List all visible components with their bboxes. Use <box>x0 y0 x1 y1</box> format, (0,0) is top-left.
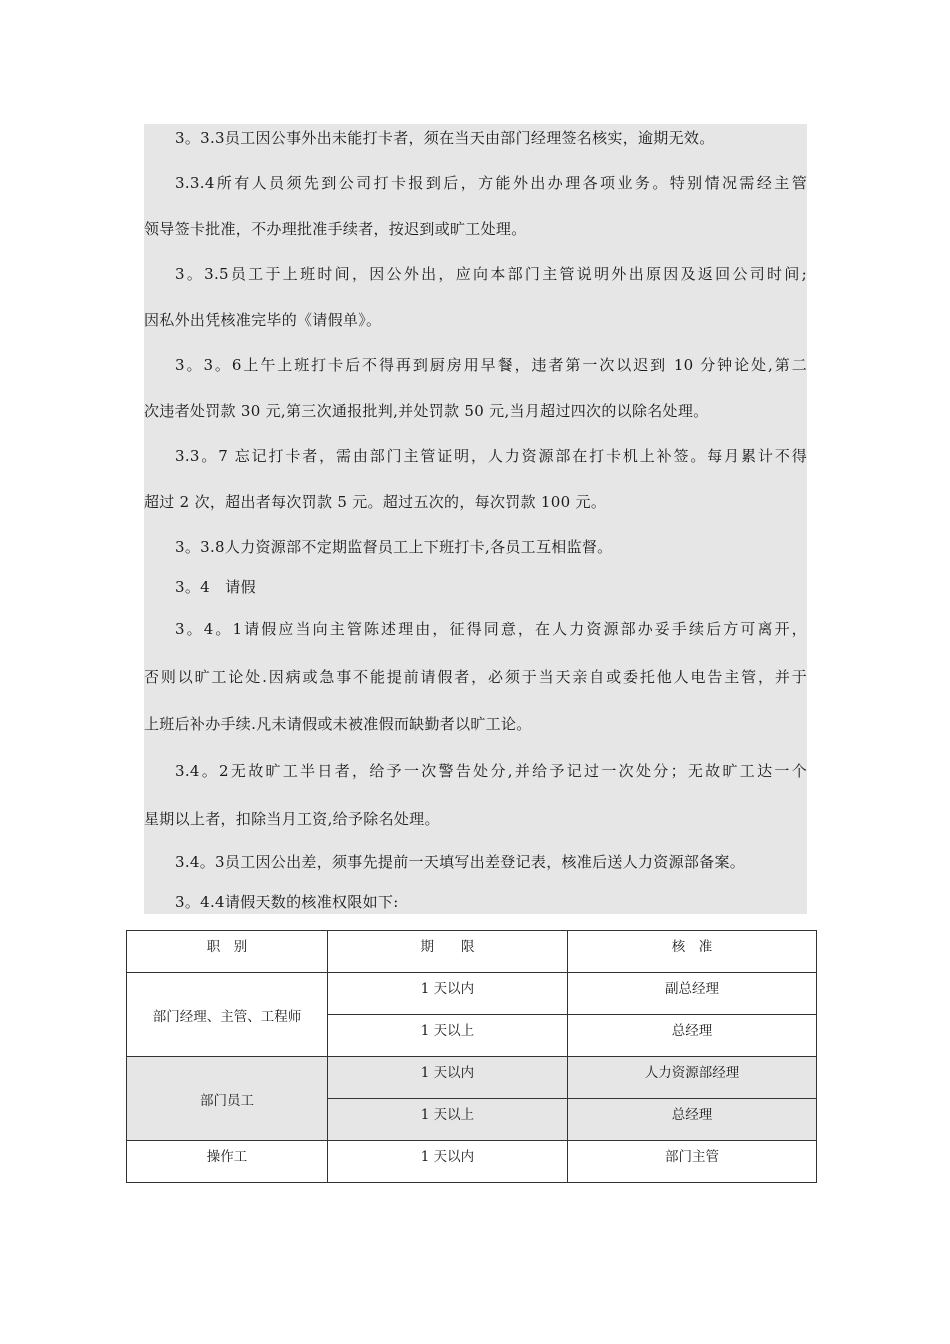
paragraph-3-3-4: 3.3.4所有人员须先到公司打卡报到后，方能外出办理各项业务。特别情况需经主管 <box>175 174 807 192</box>
cell-approver: 副总经理 <box>568 973 817 1015</box>
cell-period: 1 天以内 <box>328 973 568 1015</box>
paragraph-3-4-3: 3.4。3员工因公出差，须事先提前一天填写出差登记表，核准后送人力资源部备案。 <box>175 853 746 871</box>
cell-period: 1 天以内 <box>328 1141 568 1183</box>
paragraph-3-4-1-cont-2: 上班后补办手续.凡未请假或未被准假而缺勤者以旷工论。 <box>144 715 532 733</box>
table-row <box>127 1057 817 1099</box>
cell-period: 1 天以上 <box>328 1015 568 1057</box>
highlighted-text-block <box>144 124 807 914</box>
table-row <box>127 973 817 1015</box>
cell-role: 操作工 <box>127 1141 328 1183</box>
cell-period: 1 天以上 <box>328 1099 568 1141</box>
cell-approver: 部门主管 <box>568 1141 817 1183</box>
cell-role: 部门经理、主管、工程师 <box>127 973 328 1057</box>
cell-role: 部门员工 <box>127 1057 328 1141</box>
header-cell-role: 职 别 <box>127 931 328 973</box>
paragraph-3-4-2: 3.4。2无故旷工半日者，给予一次警告处分,并给予记过一次处分；无故旷工达一个 <box>175 762 807 780</box>
table-header-row <box>127 931 817 973</box>
paragraph-3-3-6: 3。3。6上午上班打卡后不得再到厨房用早餐，违者第一次以迟到 10 分钟论处,第二 <box>175 356 807 374</box>
paragraph-3-3-4-cont: 领导签卡批准，不办理批准手续者，按迟到或旷工处理。 <box>144 220 527 238</box>
paragraph-3-3-5-cont: 因私外出凭核准完毕的《请假单》。 <box>144 311 382 329</box>
paragraph-3-3-5: 3。3.5员工于上班时间，因公外出，应向本部门主管说明外出原因及返回公司时间; <box>175 265 807 283</box>
cell-approver: 人力资源部经理 <box>568 1057 817 1099</box>
header-cell-approver: 核 准 <box>568 931 817 973</box>
paragraph-3-3-7-cont: 超过 2 次，超出者每次罚款 5 元。超过五次的，每次罚款 100 元。 <box>144 493 607 511</box>
leave-approval-table <box>126 930 817 1183</box>
paragraph-3-4-1: 3。4。1请假应当向主管陈述理由，征得同意，在人力资源部办妥手续后方可离开， <box>175 620 807 638</box>
paragraph-3-3-7: 3.3。7 忘记打卡者，需由部门主管证明，人力资源部在打卡机上补签。每月累计不得 <box>175 447 807 465</box>
cell-period: 1 天以内 <box>328 1057 568 1099</box>
paragraph-3-3-3: 3。3.3员工因公事外出未能打卡者，须在当天由部门经理签名核实，逾期无效。 <box>175 129 715 147</box>
table-row <box>127 1141 817 1183</box>
cell-approver: 总经理 <box>568 1099 817 1141</box>
paragraph-3-3-8: 3。3.8人力资源部不定期监督员工上下班打卡,各员工互相监督。 <box>175 538 613 556</box>
paragraph-3-4-4: 3。4.4请假天数的核准权限如下: <box>175 893 399 911</box>
paragraph-3-4-2-cont: 星期以上者，扣除当月工资,给予除名处理。 <box>144 810 440 828</box>
paragraph-3-3-6-cont: 次违者处罚款 30 元,第三次通报批判,并处罚款 50 元,当月超过四次的以除名处理。 <box>144 402 709 420</box>
header-cell-period: 期 限 <box>328 931 568 973</box>
section-heading-3-4: 3。4 请假 <box>175 578 256 596</box>
cell-approver: 总经理 <box>568 1015 817 1057</box>
paragraph-3-4-1-cont-1: 否则以旷工论处.因病或急事不能提前请假者，必须于当天亲自或委托他人电告主管，并于 <box>144 668 807 686</box>
